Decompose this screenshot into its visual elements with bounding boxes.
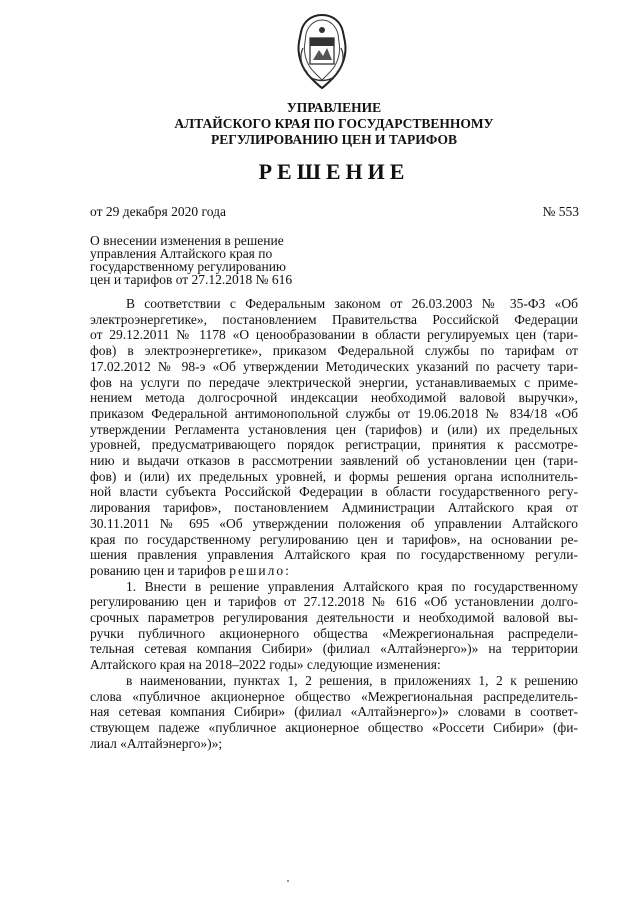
agency-name	[100, 100, 568, 148]
body-line: В соответствии с Федеральным законом от 26.03.2003 № 35-ФЗ «Об	[126, 296, 578, 311]
subject-line: О внесении изменения в решение	[90, 233, 284, 248]
body-line: приказом Федеральной антимонопольной службы от 19.06.2018 № 834/18 «Об	[90, 405, 578, 421]
body-line: регулированию цен и тарифов от 27.12.2018 № 616 «Об установлении долго-	[90, 594, 578, 610]
body-line: нением метода долгосрочной индексации необходимой валовой выручки»,	[90, 390, 578, 406]
body-line: шения правления управления Алтайского края по государственному регули-	[90, 547, 578, 563]
subject-line: управления Алтайского края по	[90, 246, 273, 261]
coat-of-arms-icon	[291, 12, 353, 90]
paragraph-item-1	[90, 579, 578, 673]
body-line: ной власти субъекта Российской Федерации в области государственного регу-	[90, 484, 578, 500]
body-line: уровней, предусматривающего порядок регистрации, принятия к рассмотре-	[90, 437, 578, 453]
subject-line: цен и тарифов от 27.12.2018 № 616	[90, 272, 293, 287]
document-date: от 29 декабря 2020 года	[90, 204, 226, 219]
body-line: 17.02.2012 № 98-э «Об утверждении Методических указаний по расчету тари-	[90, 358, 578, 374]
body-line: от 29.12.2011 № 1178 «О ценообразовании в области регулируемых цен (тари-	[90, 327, 578, 343]
page-mark	[287, 880, 289, 882]
body-line: нию и выдачи отказов в рассмотрении заявлений об установлении цен (тари-	[90, 453, 578, 469]
agency-line: РЕГУЛИРОВАНИЮ ЦЕН И ТАРИФОВ	[210, 132, 458, 147]
body-line: фов на услуги по передаче электрической энергии, устанавливаемых с приме-	[90, 374, 578, 390]
agency-line: АЛТАЙСКОГО КРАЯ ПО ГОСУДАРСТВЕННОМУ	[174, 116, 494, 131]
document-type-heading: РЕШЕНИЕ	[258, 159, 410, 184]
body-line: ствующем падеже «публичное акционерное общество «Россети Сибири» (фи-	[90, 719, 578, 735]
body-line: слова «публичное акционерное общество «Межрегиональная распределитель-	[90, 688, 578, 704]
document-subject	[90, 234, 330, 286]
body-line: в наименовании, пунктах 1, 2 решения, в приложениях 1, 2 к решению	[126, 672, 578, 688]
body-line: утверждении Регламента установления цен (тарифов) и (или) их предельных	[90, 421, 578, 437]
resolved-word: решило:	[229, 562, 291, 578]
body-line: срочных параметров регулирования деятельности и необходимой валовой вы-	[90, 610, 578, 626]
body-line: Алтайского края на 2018–2022 годы» следующие изменения:	[90, 657, 441, 673]
body-line: фов) в электроэнергетике», приказом Федеральной службы по тарифам от	[90, 343, 578, 359]
agency-line: УПРАВЛЕНИЕ	[286, 100, 382, 115]
body-line: края по государственному регулированию цен и тарифов», на основании ре-	[90, 531, 578, 547]
body-line: лиал «Алтайэнерго»)»;	[90, 735, 223, 751]
body-line: ная сетевая компания Сибири» (филиал «Алтайэнерго»)» словами в соответ-	[90, 704, 578, 720]
paragraph-preamble	[90, 296, 578, 563]
body-line	[90, 563, 578, 579]
subject-line: государственному регулированию	[90, 259, 287, 274]
document-number: № 553	[542, 204, 579, 219]
body-line-text: рованию цен и тарифов	[90, 562, 230, 578]
body-line: электроэнергетике», постановлением Правительства Российской Федерации	[90, 311, 578, 327]
body-line: тельная сетевая компания Сибири» (филиал «Алтайэнерго»)» на территории	[90, 641, 578, 657]
body-line: фов) и (или) их предельных уровней, и формы решения органа исполнитель-	[90, 468, 578, 484]
body-line: 1. Внести в решение управления Алтайского края по государственному	[126, 578, 578, 594]
document-body	[90, 296, 578, 751]
body-line: лирования тарифов», постановлением Администрации Алтайского края от	[90, 500, 578, 516]
paragraph-amendment	[90, 673, 578, 752]
body-line: ручки публичного акционерного общества «Межрегиональная распредели-	[90, 625, 578, 641]
body-line: 30.11.2011 № 695 «Об утверждении положения об управлении Алтайского	[90, 515, 578, 531]
